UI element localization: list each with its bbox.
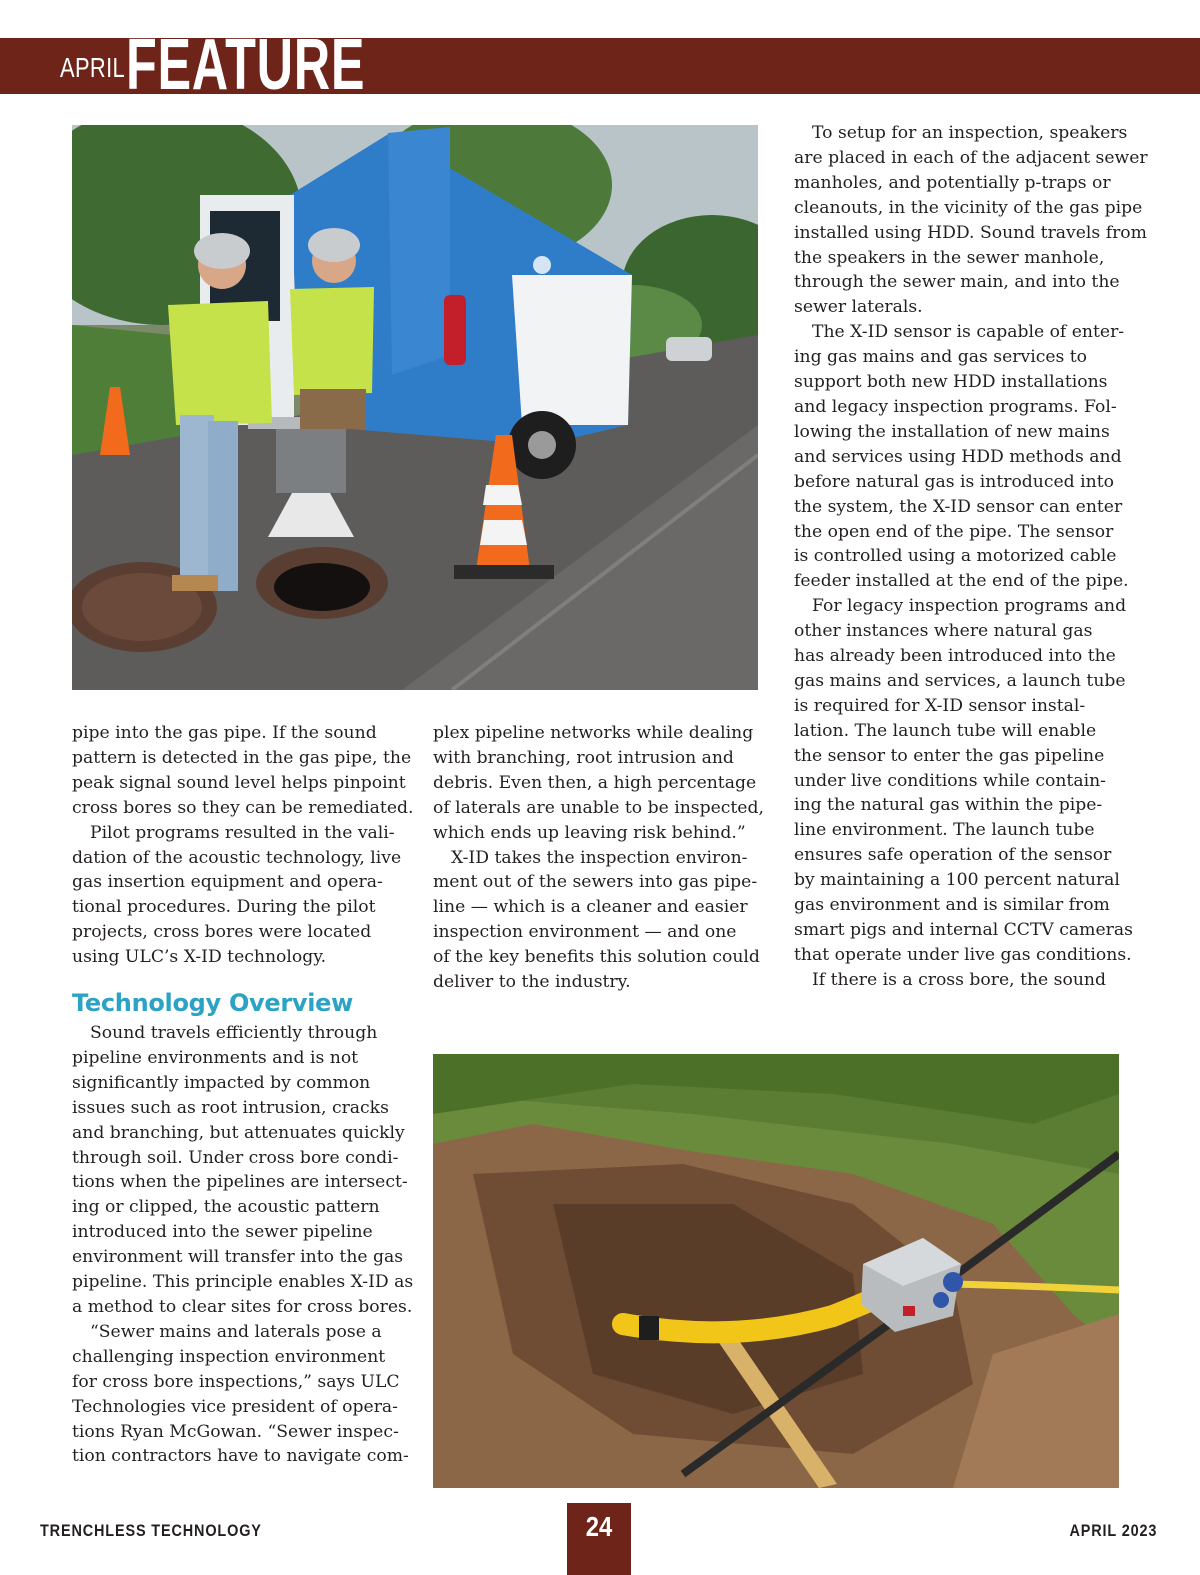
text-line: inspection environment — and one <box>433 922 737 943</box>
text-column-left-top <box>72 721 414 970</box>
text-line: sewer laterals. <box>794 297 923 318</box>
text-line: ing the natural gas within the pipe- <box>794 795 1103 816</box>
text-line: that operate under live gas conditions. <box>794 944 1132 965</box>
text-line: the sensor to enter the gas pipeline <box>794 745 1105 766</box>
text-line: pattern is detected in the gas pipe, the <box>72 747 412 768</box>
text-line: through the sewer main, and into the <box>794 272 1120 293</box>
text-line: dation of the acoustic technology, live <box>72 847 402 868</box>
text-line: ensures safe operation of the sensor <box>794 845 1112 866</box>
text-line: cross bores so they can be remediated. <box>72 797 414 818</box>
text-line: environment will transfer into the gas <box>72 1247 404 1268</box>
text-line: The X-ID sensor is capable of enter- <box>812 322 1125 343</box>
photo-excavation-gas-pipe <box>433 1054 1119 1488</box>
text-line: feeder installed at the end of the pipe. <box>794 571 1129 592</box>
footer-publication: TRENCHLESS TECHNOLOGY <box>40 1521 262 1540</box>
text-line: tion contractors have to navigate com- <box>72 1446 409 1467</box>
text-column-middle <box>433 721 763 995</box>
text-line: manholes, and potentially p-traps or <box>794 172 1111 193</box>
text-line: Pilot programs resulted in the vali- <box>90 822 395 843</box>
text-line: tions when the pipelines are intersect- <box>72 1172 408 1193</box>
text-line: line — which is a cleaner and easier <box>433 897 748 918</box>
text-line: pipeline. This principle enables X-ID as <box>72 1272 414 1293</box>
header-month: APRIL <box>60 52 126 83</box>
page-number: 24 <box>585 1511 613 1542</box>
text-line: To setup for an inspection, speakers <box>812 123 1128 143</box>
section-heading: Technology Overview <box>72 989 354 1017</box>
text-line: other instances where natural gas <box>794 621 1093 642</box>
text-line: lation. The launch tube will enable <box>794 720 1097 741</box>
text-line: support both new HDD installations <box>794 372 1108 393</box>
text-column-left-bottom <box>72 1021 414 1469</box>
text-line: are placed in each of the adjacent sewer <box>794 147 1148 168</box>
text-line: gas insertion equipment and opera- <box>72 872 383 893</box>
text-line: the system, the X-ID sensor can enter <box>794 496 1123 517</box>
text-line: tions Ryan McGowan. “Sewer inspec- <box>72 1421 399 1442</box>
text-line: challenging inspection environment <box>72 1346 386 1367</box>
text-line: is required for X-ID sensor instal- <box>794 695 1086 716</box>
header-section-title: FEATURE <box>126 25 366 105</box>
text-line: “Sewer mains and laterals pose a <box>90 1321 382 1342</box>
text-line: plex pipeline networks while dealing <box>433 723 754 743</box>
text-line: peak signal sound level helps pinpoint <box>72 772 406 793</box>
text-line: with branching, root intrusion and <box>433 747 734 768</box>
text-line: ing gas mains and gas services to <box>794 347 1088 368</box>
text-line: before natural gas is introduced into <box>794 471 1114 492</box>
text-line: pipe into the gas pipe. If the sound <box>72 723 377 743</box>
text-line: projects, cross bores were located <box>72 922 372 943</box>
text-line: introduced into the sewer pipeline <box>72 1222 373 1243</box>
text-line: significantly impacted by common <box>72 1072 371 1093</box>
text-line: ing or clipped, the acoustic pattern <box>72 1197 380 1218</box>
text-line: deliver to the industry. <box>433 972 631 993</box>
text-line: For legacy inspection programs and <box>812 596 1127 617</box>
text-line: and branching, but attenuates quickly <box>72 1122 405 1143</box>
text-line: a method to clear sites for cross bores. <box>72 1296 413 1317</box>
text-line: pipeline environments and is not <box>72 1047 359 1068</box>
text-line: which ends up leaving risk behind.” <box>433 822 746 843</box>
text-line: smart pigs and internal CCTV cameras <box>794 920 1133 940</box>
text-line: ment out of the sewers into gas pipe- <box>433 872 758 893</box>
text-line: Technologies vice president of opera- <box>72 1396 398 1417</box>
text-line: lowing the installation of new mains <box>794 421 1110 442</box>
text-line: has already been introduced into the <box>794 646 1116 667</box>
text-line: the open end of the pipe. The sensor <box>794 521 1114 542</box>
text-line: tional procedures. During the pilot <box>72 897 376 918</box>
text-line: If there is a cross bore, the sound <box>812 969 1106 990</box>
text-line: using ULC’s X-ID technology. <box>72 947 327 968</box>
text-line: and services using HDD methods and <box>794 446 1122 467</box>
text-line: X-ID takes the inspection environ- <box>451 847 748 868</box>
text-line: gas environment and is similar from <box>794 895 1110 916</box>
text-line: of the key benefits this solution could <box>433 947 760 968</box>
text-line: under live conditions while contain- <box>794 770 1106 791</box>
text-line: issues such as root intrusion, cracks <box>72 1097 389 1118</box>
text-line: by maintaining a 100 percent natural <box>794 870 1120 891</box>
text-line: Sound travels efficiently through <box>90 1023 378 1043</box>
text-line: cleanouts, in the vicinity of the gas pipe <box>794 197 1143 218</box>
text-line: of laterals are unable to be inspected, <box>433 797 764 818</box>
text-line: and legacy inspection programs. Fol- <box>794 396 1117 417</box>
footer-issue-date: APRIL 2023 <box>1069 1521 1157 1540</box>
text-line: through soil. Under cross bore condi- <box>72 1147 399 1168</box>
text-line: line environment. The launch tube <box>794 820 1095 841</box>
text-line: is controlled using a motorized cable <box>794 546 1117 567</box>
text-line: gas mains and services, a launch tube <box>794 670 1126 691</box>
text-line: for cross bore inspections,” says ULC <box>72 1371 400 1392</box>
text-line: debris. Even then, a high percentage <box>433 772 757 793</box>
text-line: the speakers in the sewer manhole, <box>794 247 1105 268</box>
text-column-right <box>794 121 1148 993</box>
photo-crew-van <box>72 125 758 690</box>
text-line: installed using HDD. Sound travels from <box>794 222 1147 243</box>
